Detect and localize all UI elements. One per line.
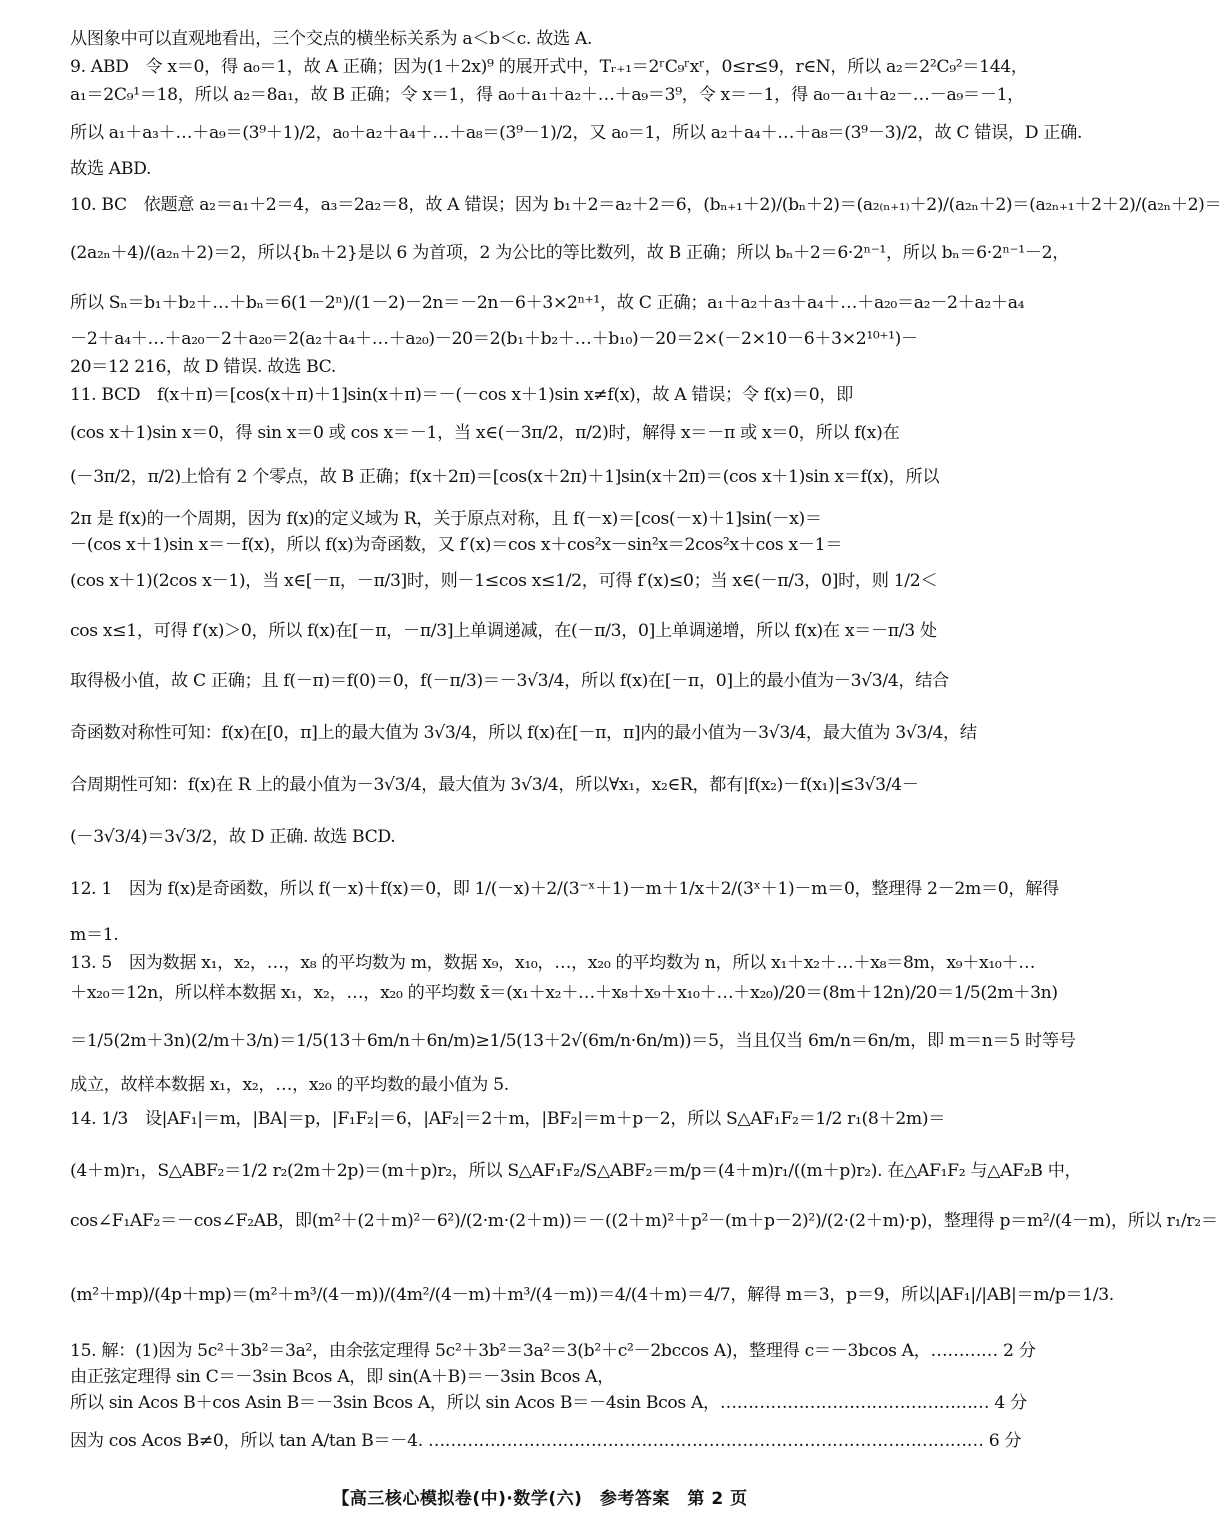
- text-line: m＝1.: [70, 925, 119, 945]
- text-line: (－3√3/4)＝3√3/2，故 D 正确. 故选 BCD.: [70, 827, 396, 847]
- text-line: －2＋a₄＋…＋a₂₀－2＋a₂₀＝2(a₂＋a₄＋…＋a₂₀)－20＝2(b₁＋b₂＋…＋b₁₀)－20＝2×(－2×10－6＋3×2¹⁰⁺¹)－: [70, 329, 918, 349]
- text-line: ＝1/5(2m＋3n)(2/m＋3/n)＝1/5(13＋6m/n＋6n/m)≥1/5(13＋2√(6m/n·6n/m))＝5，当且仅当 6m/n＝6n/m，即 m＝n＝5 时等号: [70, 1031, 1076, 1051]
- text-line: 奇函数对称性可知：f(x)在[0，π]上的最大值为 3√3/4，所以 f(x)在[－π，π]内的最小值为－3√3/4，最大值为 3√3/4，结: [70, 723, 977, 743]
- text-line: 从图象中可以直观地看出，三个交点的横坐标关系为 a＜b＜c. 故选 A.: [70, 29, 593, 49]
- text-line: 20＝12 216，故 D 错误. 故选 BC.: [70, 357, 336, 377]
- text-line: 11. BCD f(x＋π)＝[cos(x＋π)＋1]sin(x＋π)＝－(－cos x＋1)sin x≠f(x)，故 A 错误；令 f(x)＝0，即: [70, 385, 853, 405]
- text-line: (－3π/2，π/2)上恰有 2 个零点，故 B 正确；f(x＋2π)＝[cos(x＋2π)＋1]sin(x＋2π)＝(cos x＋1)sin x＝f(x)，所以: [70, 467, 940, 487]
- text-line: (m²＋mp)/(4p＋mp)＝(m²＋m³/(4－m))/(4m²/(4－m)＋m³/(4－m))＝4/(4＋m)＝4/7，解得 m＝3，p＝9，所以|AF₁|/|AB|＝m/p＝1/3.: [70, 1285, 1114, 1305]
- text-line: cos∠F₁AF₂＝－cos∠F₂AB，即(m²＋(2＋m)²－6²)/(2·m·(2＋m))＝－((2＋m)²＋p²－(m＋p－2)²)/(2·(2＋m)·p)，整理得 p＝m²/(4－m)，所以 r₁/r₂＝: [70, 1211, 1218, 1231]
- page-footer: 【高三核心模拟卷(中)·数学(六) 参考答案 第 2 页: [332, 1489, 748, 1509]
- text-line: (cos x＋1)sin x＝0，得 sin x＝0 或 cos x＝－1，当 x∈(－3π/2，π/2)时，解得 x＝－π 或 x＝0，所以 f(x)在: [70, 423, 900, 443]
- text-line: 合周期性可知：f(x)在 R 上的最小值为－3√3/4，最大值为 3√3/4，所以∀x₁，x₂∈R，都有|f(x₂)－f(x₁)|≤3√3/4－: [70, 775, 919, 795]
- text-line: (cos x＋1)(2cos x－1)，当 x∈[－π，－π/3]时，则－1≤cos x≤1/2，可得 f′(x)≤0；当 x∈(－π/3，0]时，则 1/2＜: [70, 571, 938, 591]
- text-line: a₁＝2C₉¹＝18，所以 a₂＝8a₁，故 B 正确；令 x＝1，得 a₀＋a₁＋a₂＋…＋a₉＝3⁹，令 x＝－1，得 a₀－a₁＋a₂－…－a₉＝－1，: [70, 85, 1024, 105]
- text-line: 因为 cos Acos B≠0，所以 tan A/tan B＝－4. ……………………………………………………………………………………… 6 分: [70, 1431, 1022, 1451]
- text-line: 成立，故样本数据 x₁，x₂，…，x₂₀ 的平均数的最小值为 5.: [70, 1075, 509, 1095]
- text-line: 13. 5 因为数据 x₁，x₂，…，x₈ 的平均数为 m，数据 x₉，x₁₀，…，x₂₀ 的平均数为 n，所以 x₁＋x₂＋…＋x₈＝8m，x₉＋x₁₀＋…: [70, 953, 1036, 973]
- text-line: 取得极小值，故 C 正确；且 f(－π)＝f(0)＝0，f(－π/3)＝－3√3/4，所以 f(x)在[－π，0]上的最小值为－3√3/4，结合: [70, 671, 949, 691]
- text-line: 15. 解：(1)因为 5c²＋3b²＝3a²，由余弦定理得 5c²＋3b²＝3a²＝3(b²＋c²－2bccos A)，整理得 c＝－3bcos A，………… 2 分: [70, 1341, 1036, 1361]
- text-line: 所以 sin Acos B＋cos Asin B＝－3sin Bcos A，所以 sin Acos B＝－4sin Bcos A，………………………………………… 4 分: [70, 1393, 1027, 1413]
- text-line: 14. 1/3 设|AF₁|＝m，|BA|＝p，|F₁F₂|＝6，|AF₂|＝2＋m，|BF₂|＝m＋p－2，所以 S△AF₁F₂＝1/2 r₁(8＋2m)＝: [70, 1109, 946, 1129]
- text-line: 10. BC 依题意 a₂＝a₁＋2＝4，a₃＝2a₂＝8，故 A 错误；因为 b₁＋2＝a₂＋2＝6，(bₙ₊₁＋2)/(bₙ＋2)＝(a₂₍ₙ₊₁₎＋2)/(a₂ₙ＋2)＝(a₂ₙ₊₁＋2＋2)/(a₂ₙ＋2)＝: [70, 195, 1221, 215]
- text-line: (2a₂ₙ＋4)/(a₂ₙ＋2)＝2，所以{bₙ＋2}是以 6 为首项，2 为公比的等比数列，故 B 正确；所以 bₙ＋2＝6·2ⁿ⁻¹，所以 bₙ＝6·2ⁿ⁻¹－2，: [70, 243, 1070, 263]
- text-line: 2π 是 f(x)的一个周期，因为 f(x)的定义域为 R，关于原点对称，且 f(－x)＝[cos(－x)＋1]sin(－x)＝: [70, 509, 822, 529]
- text-line: 所以 a₁＋a₃＋…＋a₉＝(3⁹＋1)/2，a₀＋a₂＋a₄＋…＋a₈＝(3⁹－1)/2，又 a₀＝1，所以 a₂＋a₄＋…＋a₈＝(3⁹－3)/2，故 C 错误，D 正确.: [70, 123, 1083, 143]
- text-line: (4＋m)r₁，S△ABF₂＝1/2 r₂(2m＋2p)＝(m＋p)r₂，所以 S△AF₁F₂/S△ABF₂＝m/p＝(4＋m)r₁/((m＋p)r₂). 在△AF₁F₂ 与△AF₂B 中，: [70, 1161, 1082, 1181]
- text-line: 9. ABD 令 x＝0，得 a₀＝1，故 A 正确；因为(1＋2x)⁹ 的展开式中，Tᵣ₊₁＝2ʳC₉ʳxʳ，0≤r≤9，r∈N，所以 a₂＝2²C₉²＝144，: [70, 57, 1028, 77]
- text-line: ＋x₂₀＝12n，所以样本数据 x₁，x₂，…，x₂₀ 的平均数 x̄＝(x₁＋x₂＋…＋x₈＋x₉＋x₁₀＋…＋x₂₀)/20＝(8m＋12n)/20＝1/5(2m＋3n): [70, 983, 1058, 1003]
- text-line: 12. 1 因为 f(x)是奇函数，所以 f(－x)＋f(x)＝0，即 1/(－x)＋2/(3⁻ˣ＋1)－m＋1/x＋2/(3ˣ＋1)－m＝0，整理得 2－2m＝0，解得: [70, 879, 1059, 899]
- text-line: －(cos x＋1)sin x＝－f(x)，所以 f(x)为奇函数，又 f′(x)＝cos x＋cos²x－sin²x＝2cos²x＋cos x－1＝: [70, 535, 843, 555]
- text-line: 由正弦定理得 sin C＝－3sin Bcos A，即 sin(A＋B)＝－3sin Bcos A，: [70, 1367, 615, 1387]
- text-line: 所以 Sₙ＝b₁＋b₂＋…＋bₙ＝6(1－2ⁿ)/(1－2)－2n＝－2n－6＋3×2ⁿ⁺¹，故 C 正确；a₁＋a₂＋a₃＋a₄＋…＋a₂₀＝a₂－2＋a₂＋a₄: [70, 293, 1025, 313]
- text-line: cos x≤1，可得 f′(x)＞0，所以 f(x)在[－π，－π/3]上单调递减，在(－π/3，0]上单调递增，所以 f(x)在 x＝－π/3 处: [70, 621, 937, 641]
- text-line: 故选 ABD.: [70, 159, 152, 179]
